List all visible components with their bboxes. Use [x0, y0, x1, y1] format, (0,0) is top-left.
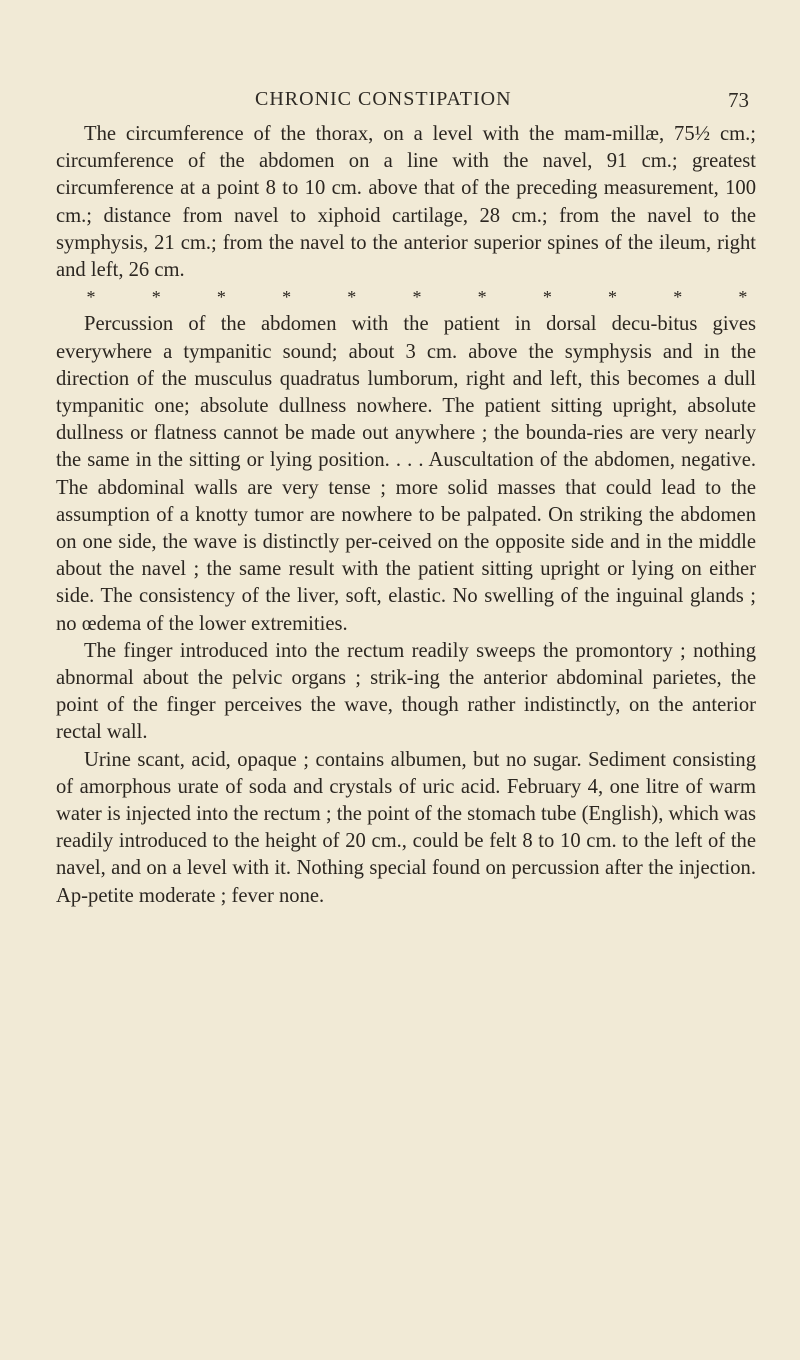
- asterisk: *: [86, 287, 96, 308]
- asterisk: *: [738, 287, 748, 308]
- body-text: [56, 121, 756, 910]
- asterisk: *: [542, 287, 552, 308]
- asterisk: *: [216, 287, 226, 308]
- paragraph-rectal-exam: The finger introduced into the rectum readily sweeps the promontory ; nothing abnormal about the pelvic organs ; strik-ing the anterior abdominal parietes, the point of the finger perceives the wave, though rather indistinctly, on the anterior rectal wall.: [56, 639, 756, 744]
- asterisk: *: [412, 287, 422, 308]
- running-head: CHRONIC CONSTIPATION: [255, 88, 512, 110]
- asterisk: *: [673, 287, 683, 308]
- section-break: [56, 284, 756, 311]
- asterisk: *: [347, 287, 357, 308]
- asterisk: *: [282, 287, 292, 308]
- paragraph-measurements: The circumference of the thorax, on a level with the mam-millæ, 75½ cm.; circumference of the abdomen on a line with the navel, 91 cm.; greatest circumference at a point 8 to 10 cm. above that of the preceding measurement, 100 cm.; distance from navel to xiphoid cartilage, 28 cm.; from the navel to the symphysis, 21 cm.; from the navel to the anterior superior spines of the ileum, right and left, 26 cm.: [56, 123, 756, 282]
- asterisk: *: [608, 287, 617, 308]
- asterisk: *: [477, 287, 487, 308]
- page-number: 73: [728, 88, 749, 112]
- paragraph-percussion: Percussion of the abdomen with the patient in dorsal decu-bitus gives everywhere a tympanitic sound; about 3 cm. above the symphysis and in the direction of the musculus quadratus lumborum, right and left, this becomes a dull tympanitic one; absolute dullness nowhere. The patient sitting upright, absolute dullness or flatness cannot be made out anywhere ; the bounda-ries are very nearly the same in the sitting or lying position. . . . Auscultation of the abdomen, negative. The abdominal walls are very tense ; more solid masses that could lead to the assumption of a knotty tumor are nowhere to be palpated. On striking the abdomen on one side, the wave is distinctly per-ceived on the opposite side and in the middle about the navel ; the same result with the patient sitting upright or lying on either side. The consistency of the liver, soft, elastic. No swelling of the inguinal glands ; no œdema of the lower extremities.: [56, 313, 756, 635]
- paragraph-urine: Urine scant, acid, opaque ; contains albumen, but no sugar. Sediment consisting of amorphous urate of soda and crystals of uric acid. February 4, one litre of warm water is injected into the rectum ; the point of the stomach tube (English), which was readily introduced to the height of 20 cm., could be felt 8 to 10 cm. to the left of the navel, and on a level with it. Nothing special found on percussion after the injection. Ap-petite moderate ; fever none.: [56, 748, 757, 907]
- asterisk: *: [151, 287, 161, 308]
